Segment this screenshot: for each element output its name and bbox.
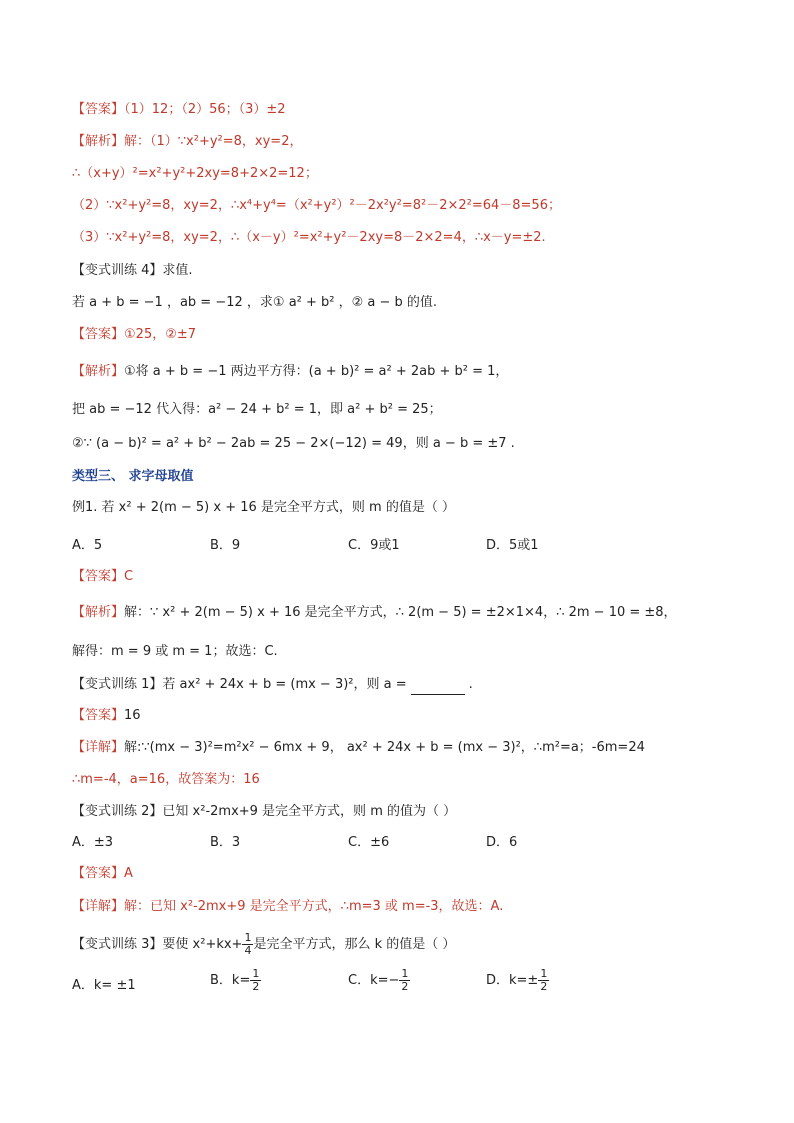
variant-4-answer	[72, 325, 196, 345]
analysis-text: 解：∵ x² + 2(m − 5) x + 16 是完全平方式，∴ 2(m − 5) = ±2×1×4，∴ 2m − 10 = ±8，	[124, 605, 677, 620]
example-1-analysis-1	[72, 603, 677, 623]
variant-tag: 【变式训练 3】	[72, 937, 163, 952]
variant-1-detail-2: ∴m=-4，a=16，故答案为：16	[72, 772, 260, 787]
analysis-line-3: （2）∵x²+y²=8，xy=2，∴x⁴+y⁴=（x²+y²）²－2x²y²=8²－2×2²=64－8=56；	[72, 198, 561, 213]
variant-3-question	[72, 932, 455, 957]
answer-tag: 【答案】	[72, 708, 125, 723]
answer-tag: 【答案】	[72, 569, 125, 584]
variant-tag: 【变式训练 1】	[72, 677, 163, 692]
detail-text: 解：已知 x²-2mx+9 是完全平方式，∴m=3 或 m=-3，故选：A.	[124, 899, 504, 914]
answer-tag: 【答案】	[72, 327, 125, 342]
option-b[interactable]: B．3	[210, 835, 241, 850]
fraction: $\frac{1}{2}$	[401, 967, 409, 993]
variant-1-detail-1	[72, 738, 645, 758]
variant-2-answer	[72, 864, 133, 884]
fraction: $\frac{1}{4}$	[244, 931, 252, 957]
variant-text: 求值.	[162, 263, 193, 278]
variant-text-2: 是完全平方式，那么 k 的值是（ ）	[253, 937, 456, 952]
analysis-line-4: （3）∵x²+y²=8，xy=2，∴（x－y）²=x²+y²－2xy=8－2×2=4，∴x－y=±2.	[72, 230, 546, 245]
analysis-tag: 【解析】	[72, 134, 125, 149]
variant-tag: 【变式训练 2】	[72, 804, 163, 819]
example-1-question: 例1. 若 x² + 2(m − 5) x + 16 是完全平方式，则 m 的值是（ ）	[72, 500, 455, 515]
variant-tag: 【变式训练 4】	[72, 263, 163, 278]
option-b[interactable]: B．k= $\frac{1}{2}$	[210, 967, 260, 993]
variant-1-answer	[72, 706, 141, 726]
detail-tag: 【详解】	[72, 740, 125, 755]
answer-line-1	[72, 100, 286, 120]
analysis-tag: 【解析】	[72, 364, 125, 379]
answer-text: C	[124, 569, 134, 584]
option-b[interactable]: B．9	[210, 538, 241, 553]
detail-tag: 【详解】	[72, 899, 125, 914]
answer-blank[interactable]	[411, 680, 465, 695]
option-c[interactable]: C．k=− $\frac{1}{2}$	[348, 967, 409, 993]
variant-text: 已知 x²-2mx+9 是完全平方式，则 m 的值为（ ）	[162, 804, 457, 819]
variant-4-heading	[72, 261, 193, 281]
variant-2-question	[72, 802, 456, 822]
variant-text: 若 ax² + 24x + b = (mx − 3)²，则 a =	[162, 677, 407, 692]
section-heading: 类型三、 求字母取值	[72, 469, 194, 484]
option-c[interactable]: C．±6	[348, 835, 390, 850]
answer-text: 16	[124, 708, 141, 723]
example-1-analysis-2: 解得：m = 9 或 m = 1；故选：C.	[72, 644, 278, 659]
variant-1-question	[72, 675, 473, 695]
analysis-text: 解：（1）∵x²+y²=8，xy=2，	[124, 134, 303, 149]
answer-text: （1）12；（2）56；（3）±2	[124, 102, 286, 117]
answer-text: ①25，②±7	[124, 327, 197, 342]
option-d[interactable]: D．k=± $\frac{1}{2}$	[486, 967, 548, 993]
analysis-tag: 【解析】	[72, 605, 125, 620]
period: .	[468, 677, 473, 692]
option-c[interactable]: C．9或1	[348, 538, 400, 553]
variant-text: 要使 x²+kx+	[162, 937, 243, 952]
answer-tag: 【答案】	[72, 102, 125, 117]
variant-4-question: 若 a + b = −1 ，ab = −12 ，求① a² + b² ，② a − b 的值.	[72, 295, 438, 310]
option-a[interactable]: A．5	[72, 538, 103, 553]
fraction: $\frac{1}{2}$	[252, 967, 260, 993]
answer-text: A	[124, 866, 133, 881]
option-d[interactable]: D．5或1	[486, 538, 539, 553]
option-d[interactable]: D．6	[486, 835, 518, 850]
variant-2-detail	[72, 897, 503, 917]
option-a[interactable]: A．k= ±1	[72, 978, 136, 993]
answer-tag: 【答案】	[72, 866, 125, 881]
example-1-answer	[72, 567, 133, 587]
analysis-text: ①将 a + b = −1 两边平方得：(a + b)² = a² + 2ab + b² = 1，	[124, 364, 509, 379]
variant-4-analysis-3: ②∵ (a − b)² = a² + b² − 2ab = 25 − 2×(−12) = 49，则 a − b = ±7 .	[72, 436, 515, 451]
option-a[interactable]: A．±3	[72, 835, 114, 850]
variant-4-analysis-2: 把 ab = −12 代入得：a² − 24 + b² = 1，即 a² + b² = 25；	[72, 402, 442, 417]
analysis-line-2: ∴（x+y）²=x²+y²+2xy=8+2×2=12；	[72, 166, 318, 181]
analysis-line-1	[72, 132, 302, 152]
variant-4-analysis-1	[72, 362, 508, 382]
detail-text: 解:∵(mx − 3)²=m²x² − 6mx + 9， ax² + 24x + b = (mx − 3)²，∴m²=a；-6m=24	[124, 740, 645, 755]
fraction: $\frac{1}{2}$	[540, 967, 548, 993]
